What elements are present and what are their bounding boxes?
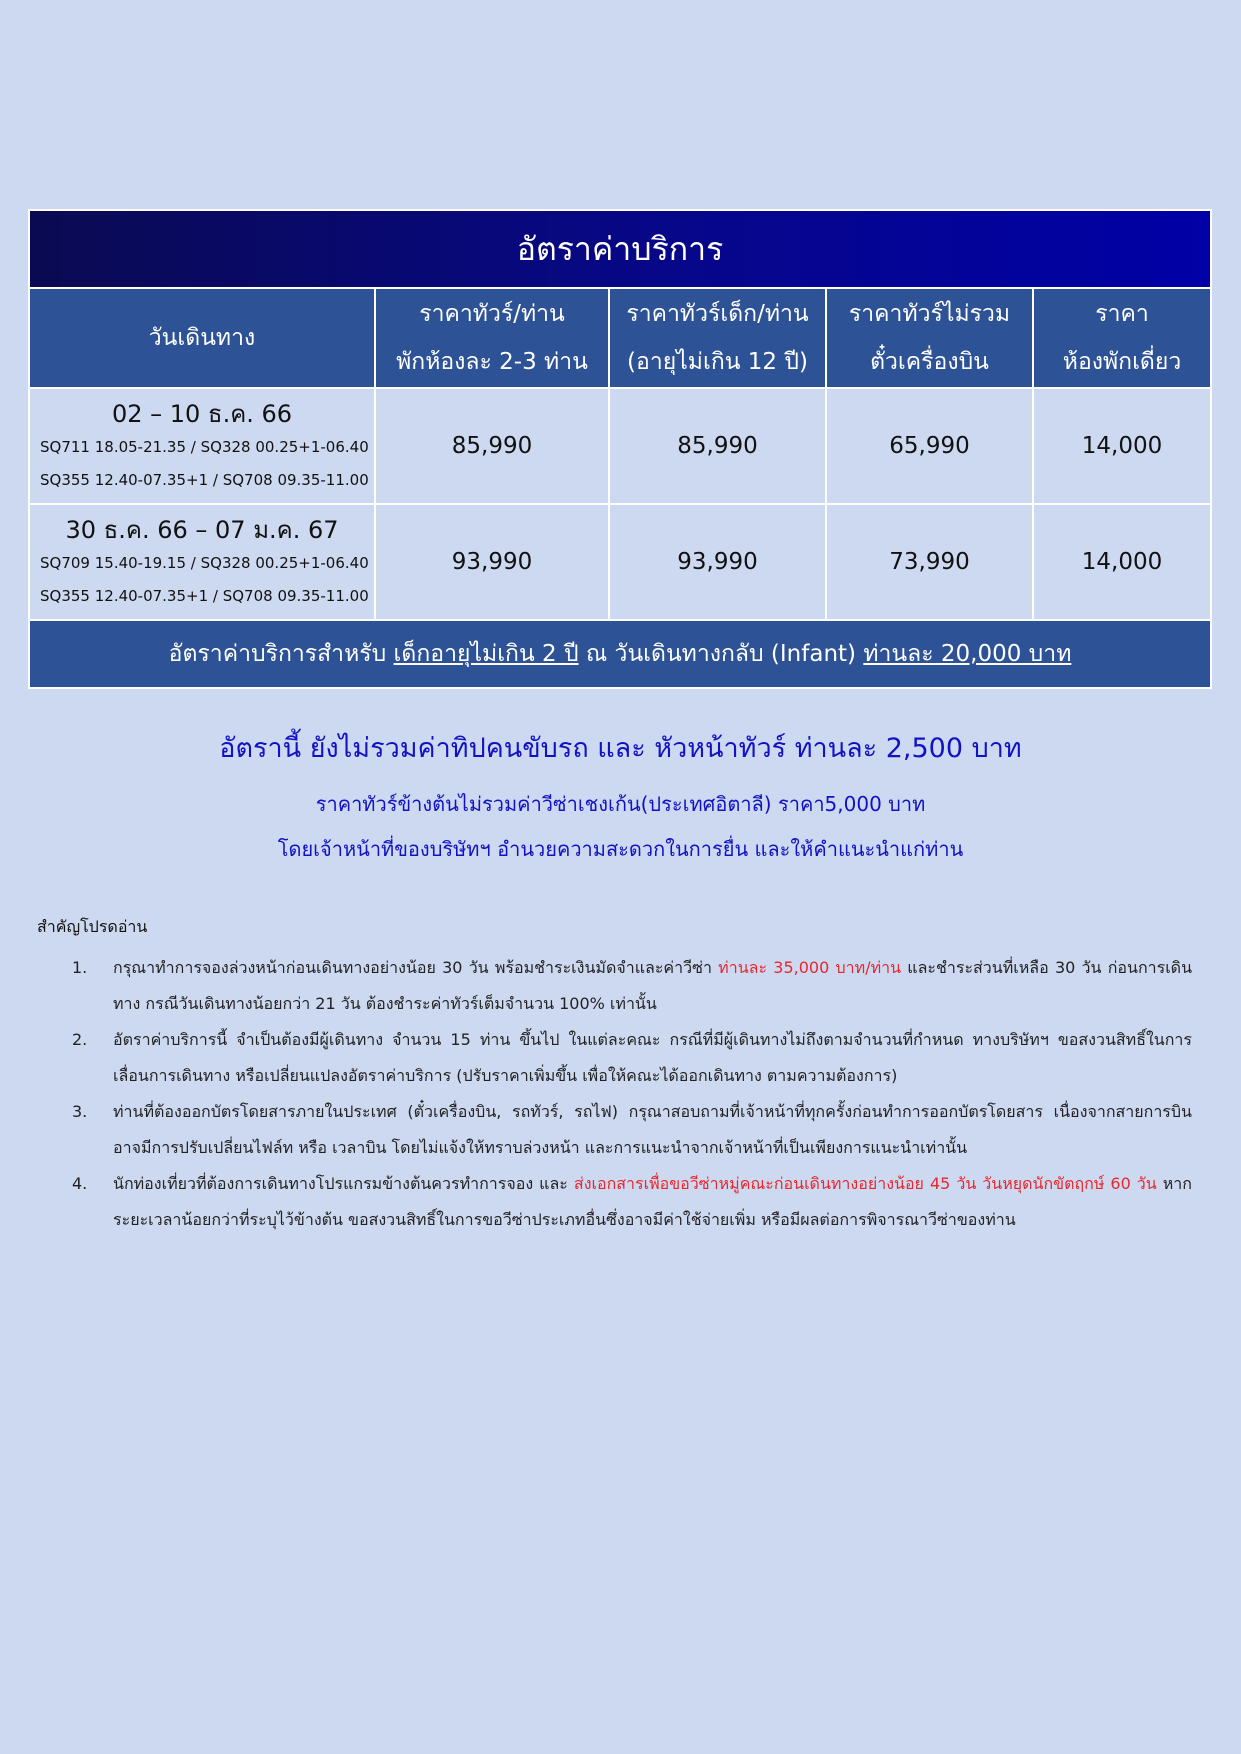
condition-text: ท่านที่ต้องออกบัตรโดยสารภายในประเทศ (ตั๋วเครื่องบิน, รถทัวร์, รถไฟ) กรุณาสอบถามที่เจ้าหน้าที่ทุกครั้งก่อนทำการออกบัตรโดยสาร เนื่องจากสายการบินอาจมีการปรับเปลี่ยนไฟล์ท หรือ เวลาบิน โดยไม่แจ้งให้ทราบล่วงหน้า และการแนะนำจากเจ้าหน้าที่เป็นเพียงการแนะนำเท่านั้น xyxy=(113,1102,1192,1157)
condition-number: 3. xyxy=(72,1102,88,1121)
condition-number: 4. xyxy=(72,1174,88,1193)
header-child-price: ราคาทัวร์เด็ก/ท่าน (อายุไม่เกิน 12 ปี) xyxy=(609,288,826,388)
travel-date: 02 – 10 ธ.ค. 66 xyxy=(111,400,293,428)
header-no-ticket-price: ราคาทัวร์ไม่รวม ตั๋วเครื่องบิน xyxy=(826,288,1033,388)
child-price: 93,990 xyxy=(609,504,826,620)
header-travel-date: วันเดินทาง xyxy=(29,288,375,388)
conditions-list xyxy=(72,950,1192,1238)
infant-rate-note: อัตราค่าบริการสำหรับ เด็กอายุไม่เกิน 2 ปี ณ วันเดินทางกลับ (Infant) ท่านละ 20,000 บาท xyxy=(29,620,1211,688)
price-table xyxy=(28,209,1212,689)
header-single-room: ราคา ห้องพักเดี่ยว xyxy=(1033,288,1211,388)
header-adult-price: ราคาทัวร์/ท่าน พักห้องละ 2-3 ท่าน xyxy=(375,288,609,388)
single-room-price: 14,000 xyxy=(1033,388,1211,504)
condition-number: 2. xyxy=(72,1030,88,1049)
condition-text: อัตราค่าบริการนี้ จำเป็นต้องมีผู้เดินทาง จำนวน 15 ท่าน ขึ้นไป ในแต่ละคณะ กรณีที่มีผู้เดินทางไม่ถึงตามจำนวนที่กำหนด ทางบริษัทฯ ขอสงวนสิทธิ์ในการเลื่อนการเดินทาง หรือเปลี่ยนแปลงอัตราค่าบริการ (ปรับราคาเพิ่มขึ้น เพื่อให้คณะได้ออกเดินทาง ตามความต้องการ) xyxy=(113,1030,1192,1085)
condition-item xyxy=(72,1022,1192,1094)
condition-item xyxy=(72,950,1192,1022)
travel-date-cell xyxy=(29,504,375,620)
adult-price: 85,990 xyxy=(375,388,609,504)
table-row xyxy=(29,504,1211,620)
flight-info: SQ355 12.40-07.35+1 / SQ708 09.35-11.00 xyxy=(40,471,369,489)
flight-info: SQ355 12.40-07.35+1 / SQ708 09.35-11.00 xyxy=(40,587,369,605)
condition-text: กรุณาทำการจองล่วงหน้าก่อนเดินทางอย่างน้อย 30 วัน พร้อมชำระเงินมัดจำและค่าวีซ่า ท่านละ 35,000 บาท/ท่าน และชำระส่วนที่เหลือ 30 วัน ก่อนการเดินทาง กรณีวันเดินทางน้อยกว่า 21 วัน ต้องชำระค่าทัวร์เต็มจำนวน 100% เท่านั้น xyxy=(113,958,1193,1013)
travel-date: 30 ธ.ค. 66 – 07 ม.ค. 67 xyxy=(65,516,339,544)
important-title: สำคัญโปรดอ่าน xyxy=(37,917,148,936)
header-row xyxy=(29,288,1211,388)
condition-number: 1. xyxy=(72,958,88,977)
condition-item xyxy=(72,1166,1192,1238)
single-room-price: 14,000 xyxy=(1033,504,1211,620)
table-row xyxy=(29,388,1211,504)
flight-info: SQ711 18.05-21.35 / SQ328 00.25+1-06.40 xyxy=(40,438,369,456)
condition-item xyxy=(72,1094,1192,1166)
no-ticket-price: 65,990 xyxy=(826,388,1033,504)
table-title: อัตราค่าบริการ xyxy=(29,210,1211,288)
condition-text: นักท่องเที่ยวที่ต้องการเดินทางโปรแกรมข้างต้นควรทำการจอง และ ส่งเอกสารเพื่อขอวีซ่าหมู่คณะก่อนเดินทางอย่างน้อย 45 วัน วันหยุดนักขัตฤกษ์ 60 วัน หากระยะเวลาน้อยกว่าที่ระบุไว้ข้างต้น ขอสงวนสิทธิ์ในการขอวีซ่าประเภทอื่นซึ่งอาจมีค่าใช้จ่ายเพิ่ม หรือมีผลต่อการพิจารณาวีซ่าของท่าน xyxy=(113,1174,1192,1229)
tip-note: อัตรานี้ ยังไม่รวมค่าทิปคนขับรถ และ หัวหน้าทัวร์ ท่านละ 2,500 บาท xyxy=(219,733,1022,764)
no-ticket-price: 73,990 xyxy=(826,504,1033,620)
visa-assistance-note: โดยเจ้าหน้าที่ของบริษัทฯ อำนวยความสะดวกในการยื่น และให้คำแนะนำแก่ท่าน xyxy=(277,837,964,861)
adult-price: 93,990 xyxy=(375,504,609,620)
visa-note: ราคาทัวร์ข้างต้นไม่รวมค่าวีซ่าเชงเก้น(ประเทศอิตาลี) ราคา5,000 บาท xyxy=(315,792,926,816)
travel-date-cell xyxy=(29,388,375,504)
flight-info: SQ709 15.40-19.15 / SQ328 00.25+1-06.40 xyxy=(40,554,369,572)
child-price: 85,990 xyxy=(609,388,826,504)
